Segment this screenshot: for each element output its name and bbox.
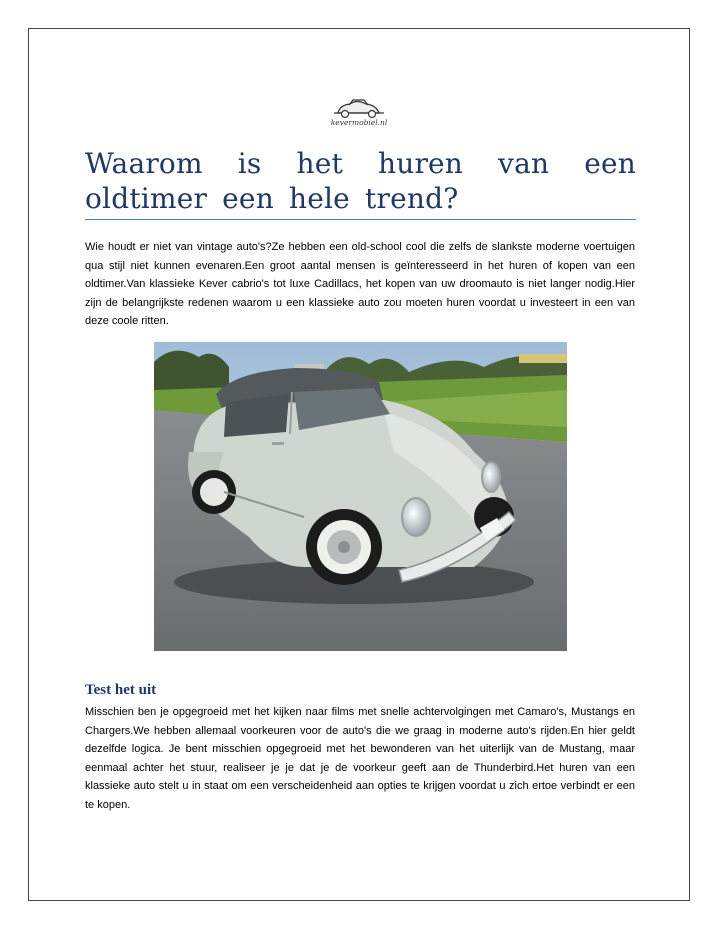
- intro-paragraph: Wie houdt er niet van vintage auto's?Ze hebben een old-school cool die zelfs de slankste moderne voertuigen qua stijl niet kunnen evenaren.Een groot aantal mensen is geïnteresseerd in het huren of kopen van een oldtimer.Van klassieke Kever cabrio's tot luxe Cadillacs, het kopen van uw droomauto is niet langer nodig.Hier zijn de belangrijkste redenen waarom u een klassieke auto zou moeten huren voordat u investeert in een van deze coole ritten.: [85, 241, 635, 327]
- section-paragraph: Misschien ben je opgegroeid met het kijken naar films met snelle achtervolgingen met Camaro's, Mustangs en Chargers.We hebben allemaal voorkeuren voor de auto's die we graag in moderne auto's rijden.En hier geldt dezelfde logica. Je bent misschien opgegroeid met het bewonderen van het uiterlijk van de Mustang, maar eenmaal achter het stuur, realiseer je je dat je de voorkeur geeft aan de Thunderbird.Het huren van een klassieke auto stelt u in staat om een verscheidenheid aan opties te krijgen voordat u zich ertoe verbindt er een te kopen.: [85, 706, 635, 811]
- logo-text: kevermobiel.nl: [330, 118, 388, 127]
- title-divider: [85, 219, 636, 220]
- car-photo: [154, 342, 567, 651]
- page-title: Waarom is het huren van een oldtimer een hele trend?: [85, 147, 636, 215]
- section-heading: Test het uit: [85, 682, 157, 698]
- logo: [324, 96, 394, 128]
- logo-car-icon: [334, 100, 384, 118]
